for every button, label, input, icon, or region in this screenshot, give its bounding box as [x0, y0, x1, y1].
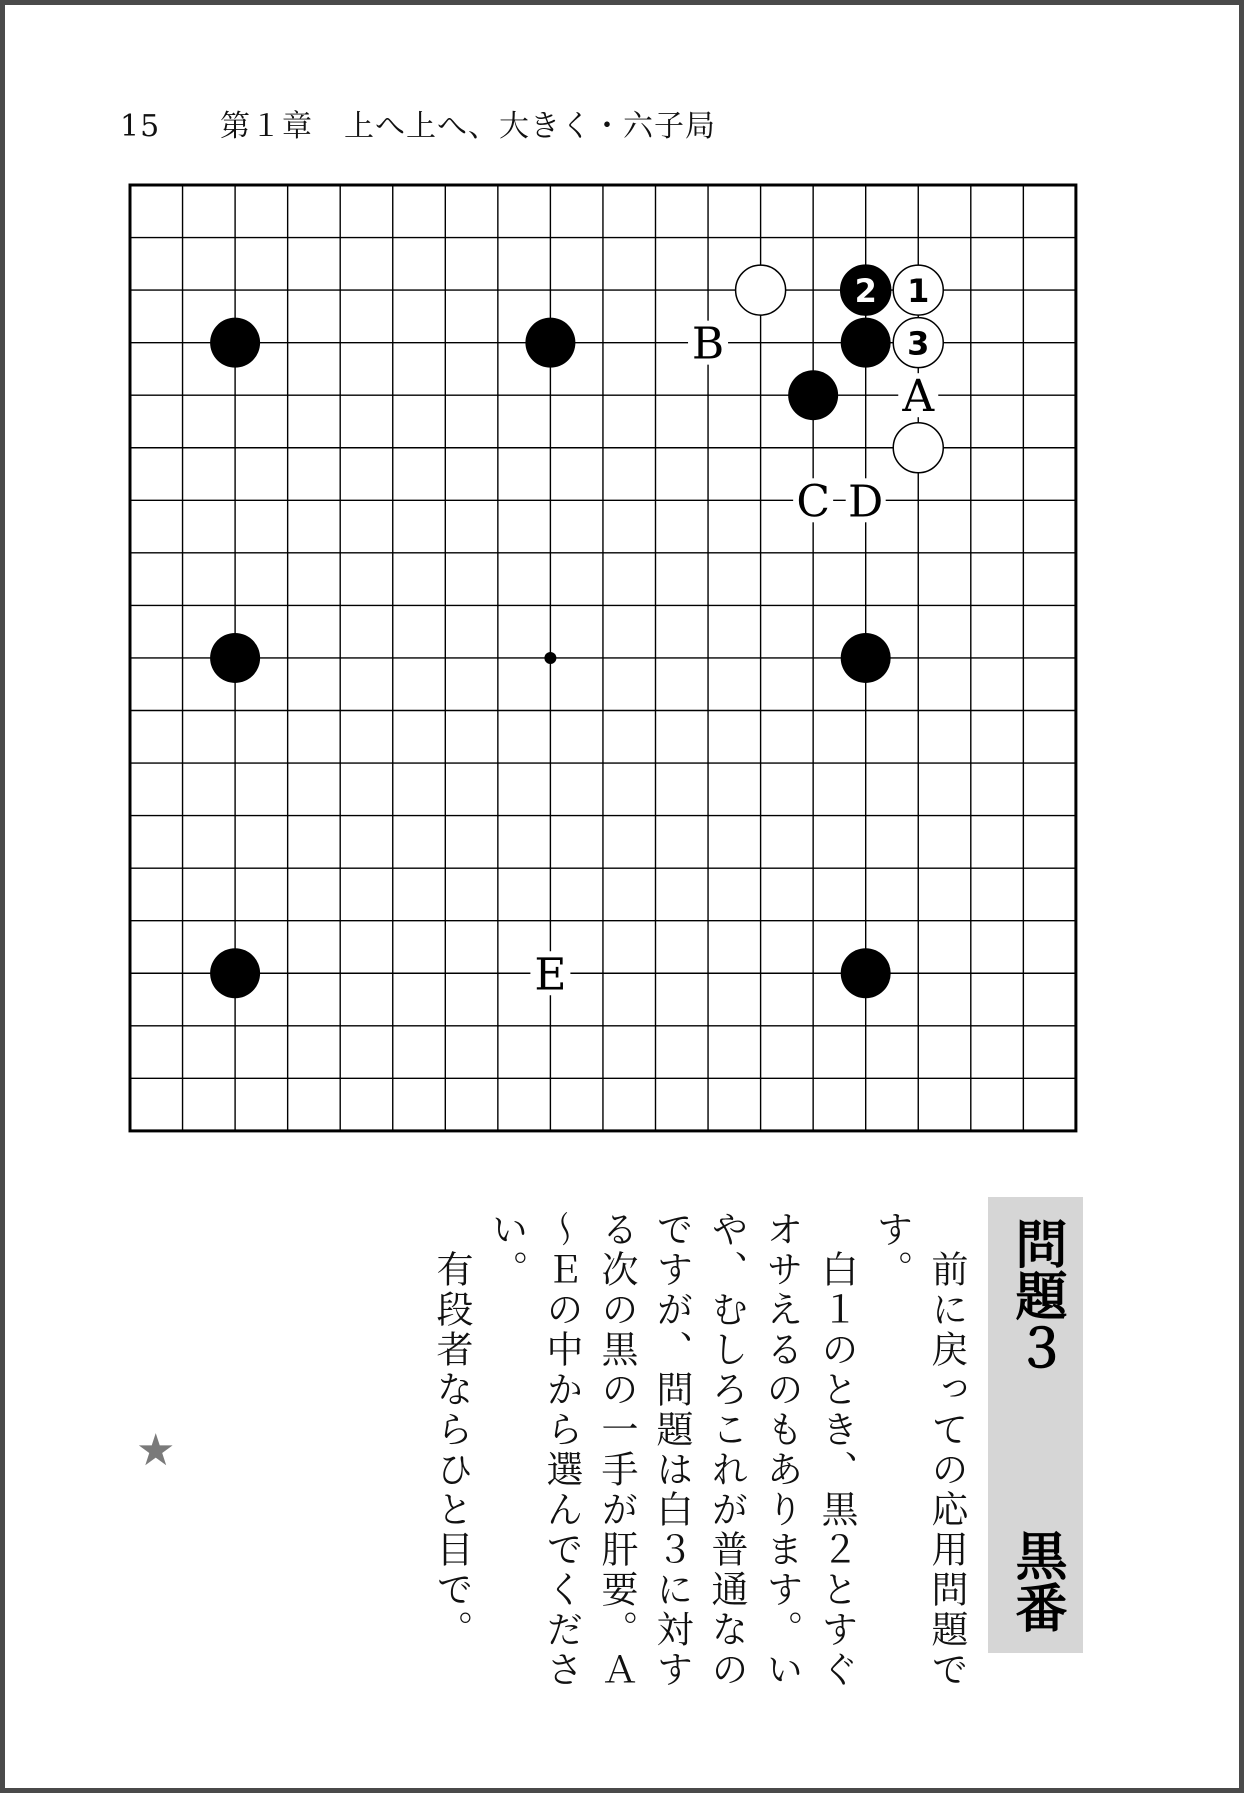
- move-number-label: 2: [854, 272, 877, 311]
- difficulty-star-icon: ★: [136, 1425, 176, 1476]
- candidate-letter-a: A: [902, 371, 935, 423]
- white-stone: [893, 423, 943, 473]
- black-stone: [210, 948, 260, 998]
- star-point: [544, 652, 556, 664]
- black-stone: [210, 633, 260, 683]
- white-stone: [736, 265, 786, 315]
- candidate-letter-d: D: [848, 476, 884, 528]
- problem-description: [424, 1210, 974, 1710]
- candidate-letter-c: C: [796, 476, 830, 528]
- black-stone: [841, 948, 891, 998]
- candidate-letter-b: B: [691, 318, 725, 370]
- black-stone: [525, 318, 575, 368]
- paragraph: 前に戻っての応用問題です。: [870, 1210, 968, 1690]
- black-stone: [841, 633, 891, 683]
- move-number-label: 1: [907, 272, 930, 311]
- paragraph: 白１のとき、黒２とすぐオサえるのもあります。いや、むしろこれが普通なのですが、問題は白３に対する次の黒の一手が肝要。Ａ～Ｅの中から選んでください。: [485, 1210, 858, 1690]
- black-stone: [210, 318, 260, 368]
- problem-title: 問題３: [1006, 1217, 1066, 1373]
- side-to-play: 黒番: [1006, 1529, 1066, 1633]
- problem-title-box: [988, 1197, 1083, 1653]
- book-page: [5, 5, 1239, 1788]
- paragraph: 有段者ならひと目で。: [430, 1210, 473, 1650]
- candidate-letter-e: E: [534, 949, 567, 1001]
- black-stone: [841, 318, 891, 368]
- chapter-title: 第１章 上へ上へ、大きく・六子局: [220, 109, 716, 144]
- black-stone: [788, 370, 838, 420]
- page-number: 15: [120, 109, 161, 144]
- move-number-label: 3: [907, 324, 930, 363]
